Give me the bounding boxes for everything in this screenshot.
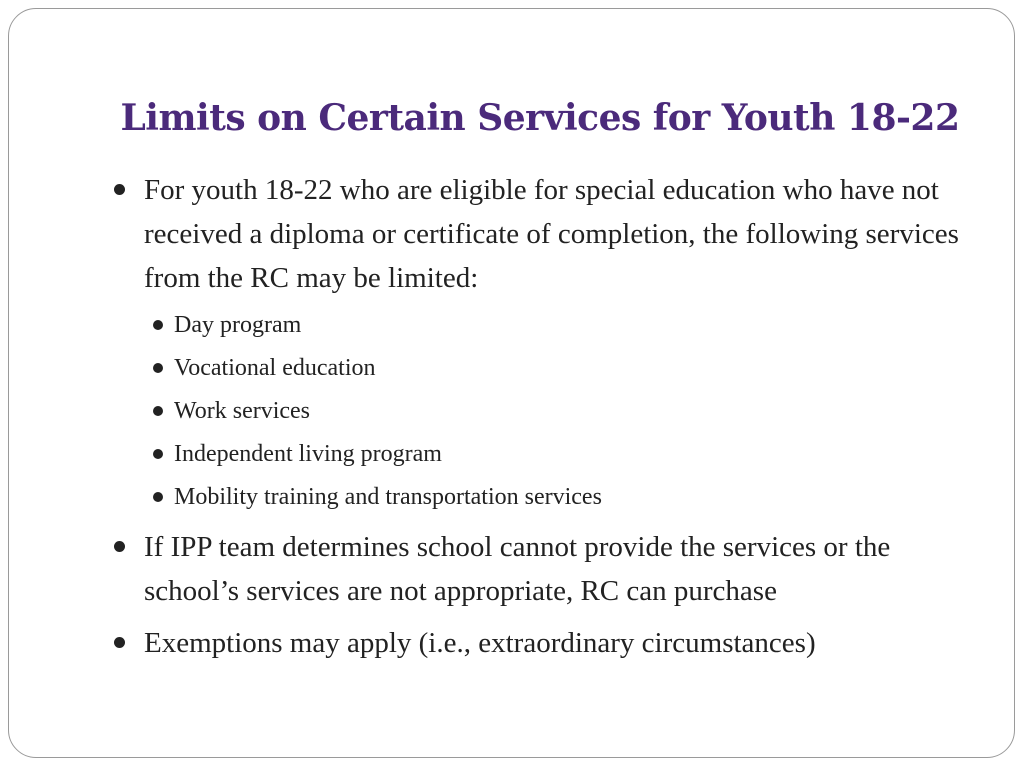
sub-bullet-item [114,390,974,433]
sub-bullet-item [114,433,974,476]
bullet-dot-icon [114,541,125,552]
bullet-item [114,168,974,300]
sub-bullet-list [114,304,974,519]
bullet-item [114,525,974,613]
sub-bullet-text: Independent living program [174,441,442,467]
sub-bullet-text: Mobility training and transportation services [174,484,602,510]
slide-title: Limits on Certain Services for Youth 18-22 [120,97,960,139]
bullet-text: For youth 18-22 who are eligible for special education who have not received a diploma or certificate of completion, the following services from the RC may be limited: [144,174,959,294]
bullet-text: Exemptions may apply (i.e., extraordinary circumstances) [144,627,816,659]
sub-bullet-text: Vocational education [174,355,376,381]
sub-bullet-item [114,476,974,519]
slide-content [114,168,974,665]
sub-bullet-item [114,304,974,347]
sub-bullet-text: Work services [174,398,311,424]
bullet-text: If IPP team determines school cannot provide the services or the school’s services are not appropriate, RC can purchase [144,531,891,607]
sub-bullet-dot-icon [153,492,163,502]
sub-bullet-dot-icon [153,320,163,330]
sub-bullet-dot-icon [153,449,163,459]
sub-bullet-dot-icon [153,406,163,416]
bullet-item [114,621,974,665]
sub-bullet-dot-icon [153,363,163,373]
sub-bullet-item [114,347,974,390]
bullet-dot-icon [114,637,125,648]
bullet-dot-icon [114,184,125,195]
sub-bullet-text: Day program [174,312,302,338]
